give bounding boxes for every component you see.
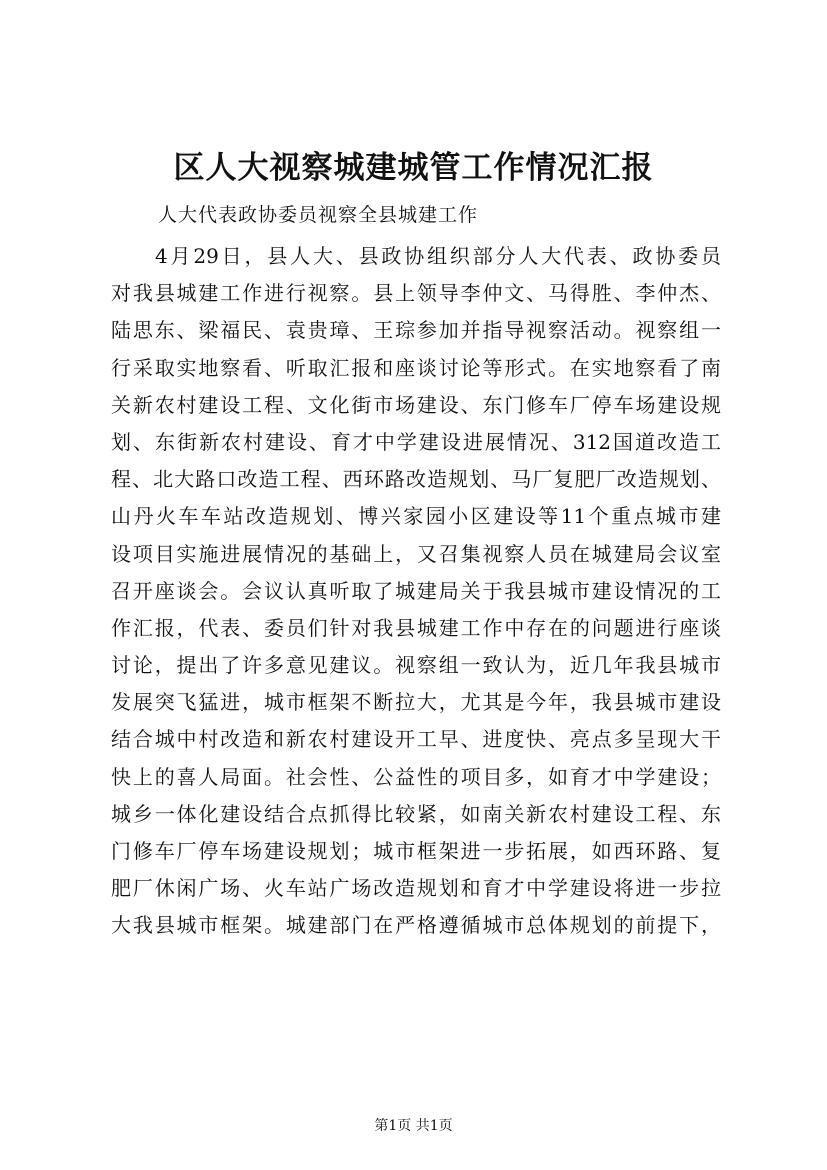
text-line: 快上的喜人局面。社会性、公益性的项目多，如育才中学建设； xyxy=(111,764,721,789)
text-line: 山丹火车车站改造规划、博兴家园小区建设等11个重点城市建 xyxy=(111,504,721,529)
text-line: 对我县城建工作进行视察。县上领导李仲文、马得胜、李仲杰、 xyxy=(111,281,721,306)
text-line: 作汇报，代表、委员们针对我县城建工作中存在的问题进行座谈 xyxy=(111,615,721,640)
text-line: 陆思东、梁福民、袁贵璋、王琮参加并指导视察活动。视察组一 xyxy=(111,318,721,343)
text-line: 4月29日，县人大、县政协组织部分人大代表、政协委员 xyxy=(155,244,721,268)
text-line: 程、北大路口改造工程、西环路改造规划、马厂复肥厂改造规划、 xyxy=(111,467,721,492)
text-line: 大我县城市框架。城建部门在严格遵循城市总体规划的前提下， xyxy=(111,913,721,938)
text-line: 门修车厂停车场建设规划；城市框架进一步拓展，如西环路、复 xyxy=(111,839,721,863)
text-line: 讨论，提出了许多意见建议。视察组一致认为，近几年我县城市 xyxy=(111,653,721,678)
text-line: 城乡一体化建设结合点抓得比较紧，如南关新农村建设工程、东 xyxy=(111,801,721,826)
text-line: 召开座谈会。会议认真听取了城建局关于我县城市建设情况的工 xyxy=(111,578,721,603)
text-line: 结合城中村改造和新农村建设开工早、进度快、亮点多呈现大干 xyxy=(111,727,721,752)
document-subtitle: 人大代表政协委员视察全县城建工作 xyxy=(158,204,479,226)
text-line: 划、东街新农村建设、育才中学建设进展情况、312国道改造工 xyxy=(111,429,721,454)
text-line: 行采取实地察看、听取汇报和座谈讨论等形式。在实地察看了南 xyxy=(111,355,721,380)
text-line: 肥厂休闲广场、火车站广场改造规划和育才中学建设将进一步拉 xyxy=(111,876,721,901)
text-line: 设项目实施进展情况的基础上，又召集视察人员在城建局会议室 xyxy=(111,541,721,566)
page-footer: 第1页 共1页 xyxy=(374,1118,453,1134)
text-line: 发展突飞猛进，城市框架不断拉大，尤其是今年，我县城市建设 xyxy=(111,690,721,715)
body-text xyxy=(111,238,721,945)
document-title: 区人大视察城建城管工作情况汇报 xyxy=(173,150,654,186)
text-line: 关新农村建设工程、文化街市场建设、东门修车厂停车场建设规 xyxy=(111,392,721,417)
